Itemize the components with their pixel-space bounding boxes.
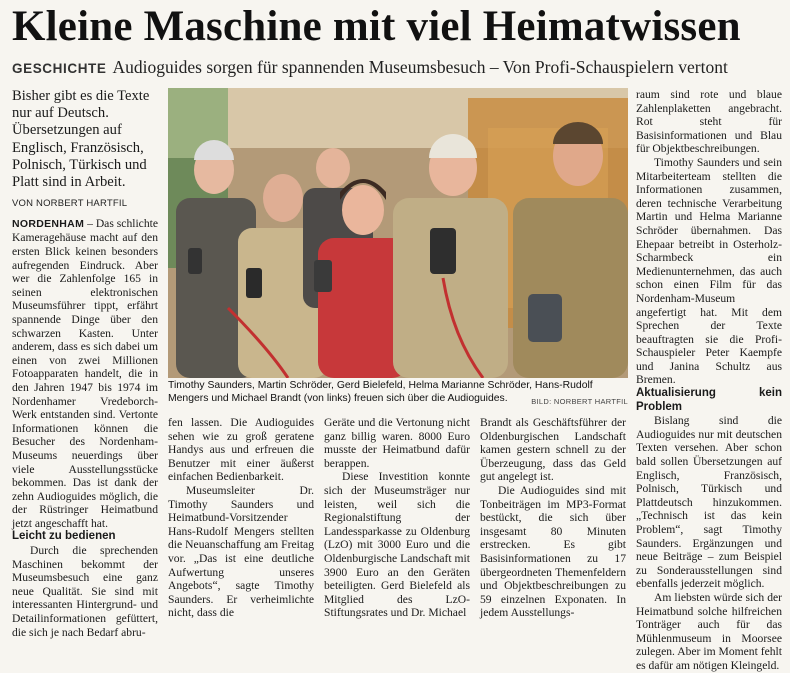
lead-text: Bisher gibt es die Texte nur auf Deutsch. Übersetzungen auf Englisch, Französisch, Polnisch, Türkisch und Platt sind in Arbeit. (12, 88, 150, 191)
article-paragraph: Durch die sprechenden Maschinen bekommt der Museumsbesuch eine ganz neue Qualität. Sie sind mit interessanten Hintergrund- und Detailinformationen gefüttert, die sich je nach Bedarf abru- (12, 544, 158, 639)
photo-caption (168, 380, 628, 408)
article-paragraph: Bislang sind die Audioguides nur mit deutschen Texten versehen. Aber schon bald sollen Übersetzungen auf Englisch, Französisch, Polnisch, Türkisch und Plattdeutsch hinzukommen. „Technisch ist das kein Problem“, sagt Timothy Saunders. Ergänzungen und neue Beiträge – zum Beispiel zu Sonderausstellungen sind ebenfalls jederzeit möglich. (636, 414, 782, 591)
subhead-easy-to-use: Leicht zu bedienen (12, 530, 116, 543)
dateline: NORDENHAM (12, 217, 85, 230)
kicker: GESCHICHTE (12, 61, 107, 76)
column-5 (636, 88, 782, 673)
group-photo-illustration (168, 88, 628, 378)
subhead-update-no-problem: Aktualisierung kein Problem (636, 387, 782, 413)
article-paragraph: Museumsleiter Dr. Timothy Saunders und Heimatbund-Vorsitzender Hans-Rudolf Mengers stellten die Neuanschaffung am Freitag vor. „Das ist eine deutliche Aufwertung unseres Angebots“, sagte Timothy Saunders. Er verheimlichte nicht, dass die (168, 483, 314, 620)
article-paragraph: Geräte und die Vertonung nicht ganz billig waren. 8000 Euro musste der Heimatbund dafür berappen. (324, 416, 470, 470)
news-photo (168, 88, 628, 378)
article-paragraph (12, 217, 158, 531)
article-paragraph: Am liebsten würde sich der Heimatbund solche hilfreichen Tonträger auch für das Mühlenmuseum in Moorsee zulegen. Aber im Moment fehlt es dafür am nötigen Kleingeld. (636, 590, 782, 672)
subline (12, 56, 782, 80)
author-byline: VON NORBERT HARTFIL (12, 198, 128, 210)
article-paragraph: Diese Investition konnte sich der Museumsträger nur leisten, weil sich die Regionalstiftung der Landessparkasse zu Oldenburg (LzO) mit 3000 Euro und die Oldenburgische Landschaft mit 3900 Euro an den Geräten beteiligten. Gerd Bielefeld als Mitglied des LzO-Stiftungsrates und Dr. Michael (324, 470, 470, 620)
column-3 (324, 416, 470, 620)
article-paragraph: fen lassen. Die Audioguides sehen wie zu groß geratene Handys aus und erfreuen die Benutzer mit einer äußerst einfachen Bedienbarkeit. (168, 416, 314, 484)
article-paragraph: Timothy Saunders und sein Mitarbeiterteam stellten die Informationen zusammen, deren technische Verarbeitung Martin und Helma Marianne Schröder übernahmen. Das Ehepaar betreibt in Osterholz-Scharmbeck ein Medienunternehmen, das auch schon einen Film für das Nordenham-Museum angefertigt hat. Mit dem Sprechen der Texte beauftragten sie die Profi-Schauspieler Peter Kaempfe und Janina Schultz aus Bremen. (636, 155, 782, 387)
caption-text: Timothy Saunders, Martin Schröder, Gerd Bielefeld, Helma Marianne Schröder, Hans-Rudolf Mengers und Michael Brandt (von links) freuen sich über die Audioguides. (168, 380, 593, 404)
article-paragraph: Brandt als Geschäftsführer der Oldenburgischen Landschaft kamen gestern schnell zu der Überzeugung, dass das Geld gut angelegt ist. (480, 416, 626, 484)
photo-credit: BILD: NORBERT HARTFIL (531, 396, 628, 406)
article-paragraph: raum sind rote und blaue Zahlenplaketten angebracht. Rot steht für Basisinformationen und Blau für Objektbeschreibungen. (636, 88, 782, 156)
column-2 (168, 416, 314, 620)
column-1 (12, 88, 158, 639)
paragraph-text: – Das schlichte Kameragehäuse macht auf den ersten Blick keinen besonders aufregenden Eindruck. Aber wer die Zahlenfolge 165 in seinen elektronischen Museumsführer tippt, erfährt spannende Dinge über den schwarzen Kasten. Unter anderem, dass es sich dabei um einen von zwei Millionen Fotoapparaten handelt, die in den Jahren 1947 bis 1974 im Nordenhamer Vredeborch-Werk entstanden sind. Vertonte Informationen können die Besucher des Nordenham-Museums neuerdings über viele Ausstellungsstücke bekommen. Das ist dank der zehn Audioguides möglich, die der Rüstringer Heimatbund jetzt angeschafft hat. (12, 216, 158, 530)
column-4 (480, 416, 626, 620)
deck: Audioguides sorgen für spannenden Museumsbesuch – Von Profi-Schauspielern vertont (112, 57, 728, 77)
headline: Kleine Maschine mit viel Heimatwissen (12, 3, 741, 50)
article-paragraph: Die Audioguides sind mit Tonbeiträgen im MP3-Format bestückt, die sich über insgesamt 80 Minuten erstrecken. Es gibt Basisinformationen zu 17 übergeordneten Themenfeldern und Objektbeschreibungen zu 59 einzelnen Exponaten. In jedem Ausstellungs- (480, 483, 626, 620)
